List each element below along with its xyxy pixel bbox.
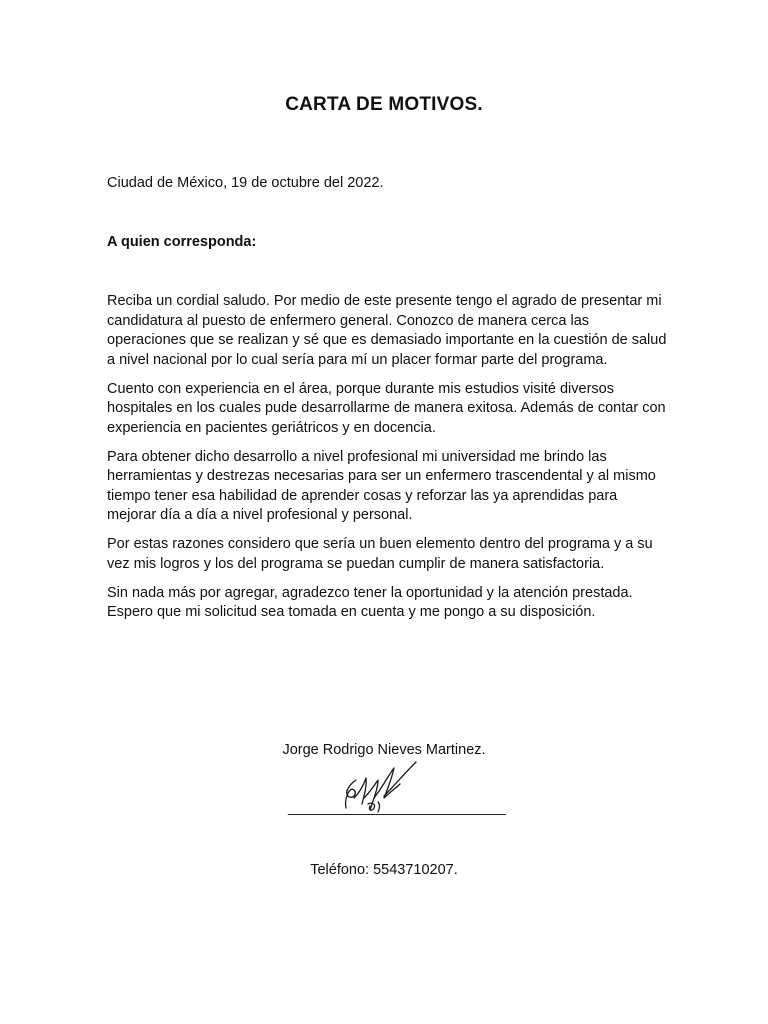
signature-line: ___________________________ (288, 800, 506, 816)
letter-body (107, 292, 667, 632)
body-paragraph: Para obtener dicho desarrollo a nivel profesional mi universidad me brindo las herramientas y destrezas necesarias para ser un enfermero trascendental y al mismo tiempo tener esa habilidad de aprender cosas y reforzar las ya aprendidas para mejorar día a día a nivel profesional y personal. (107, 448, 656, 523)
letter-title: CARTA DE MOTIVOS. (285, 94, 483, 115)
body-paragraph: Reciba un cordial saludo. Por medio de este presente tengo el agrado de presentar mi candidatura al puesto de enfermero general. Conozco de manera cerca las operaciones que se realizan y sé que es demasiado importante en la cuestión de salud a nivel nacional por lo cual sería para mí un placer formar parte del programa. (107, 293, 667, 368)
date-line: Ciudad de México, 19 de octubre del 2022. (107, 175, 384, 191)
body-paragraph: Sin nada más por agregar, agradezco tener la oportunidad y la atención prestada. Espero que mi solicitud sea tomada en cuenta y me pongo a su disposición. (107, 584, 633, 620)
body-paragraph: Cuento con experiencia en el área, porque durante mis estudios visité diversos hospitales en los cuales pude desarrollarme de manera exitosa. Además de contar con experiencia en pacientes geriátricos y en docencia. (107, 380, 666, 436)
signer-name: Jorge Rodrigo Nieves Martinez. (282, 742, 486, 758)
salutation: A quien corresponda: (107, 234, 257, 250)
body-paragraph: Por estas razones considero que sería un buen elemento dentro del programa y a su vez mis logros y los del programa se puedan cumplir de manera satisfactoria. (107, 536, 653, 572)
phone-number: Teléfono: 5543710207. (310, 862, 458, 878)
signature-block (284, 758, 506, 824)
